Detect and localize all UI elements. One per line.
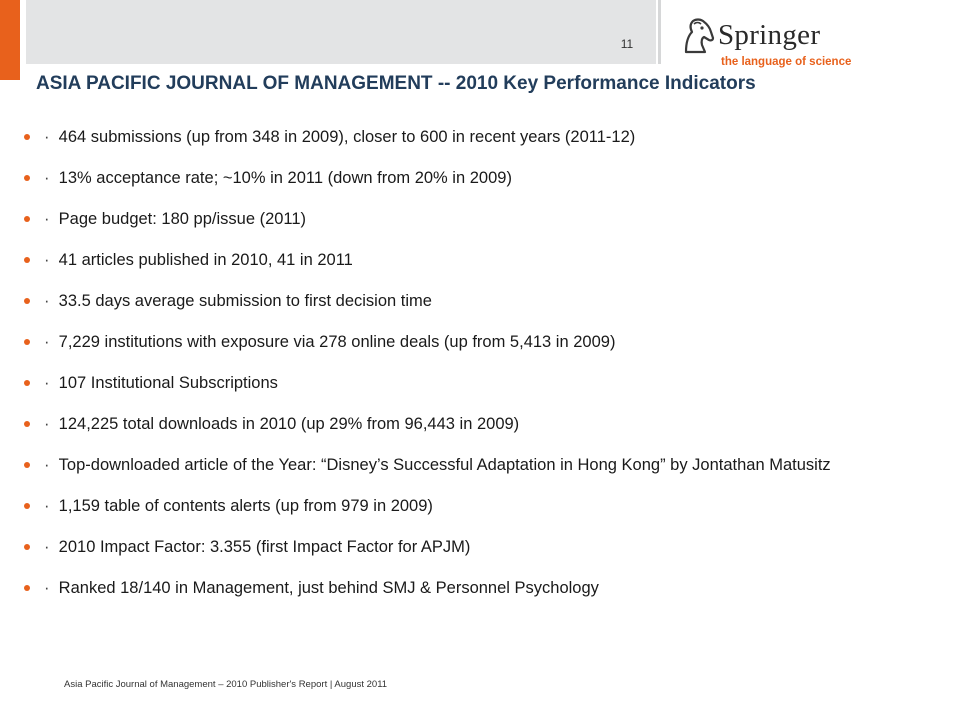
bullet-dot [24, 339, 30, 345]
logo-wordmark: Springer [718, 19, 821, 51]
slide-title: ASIA PACIFIC JOURNAL OF MANAGEMENT -- 2010 Key Performance Indicators [36, 73, 756, 94]
kpi-item: · 107 Institutional Subscriptions [24, 370, 924, 397]
bullet-dot [24, 175, 30, 181]
page-number: 11 [620, 37, 634, 51]
springer-logo [680, 14, 920, 74]
bullet-dot [24, 298, 30, 304]
bullet-dot [24, 380, 30, 386]
bullet-dot [24, 544, 30, 550]
bullet-dot [24, 585, 30, 591]
kpi-item: · Top-downloaded article of the Year: “Disney’s Successful Adaptation in Hong Kong” by Jontathan Matusitz [24, 452, 924, 479]
kpi-item: · 464 submissions (up from 348 in 2009), closer to 600 in recent years (2011-12) [24, 124, 924, 151]
kpi-item: · 13% acceptance rate; ~10% in 2011 (down from 20% in 2009) [24, 165, 924, 192]
kpi-item: · 33.5 days average submission to first decision time [24, 288, 924, 315]
bullet-dot [24, 257, 30, 263]
kpi-item: · 2010 Impact Factor: 3.355 (first Impact Factor for APJM) [24, 534, 924, 561]
kpi-item: · 41 articles published in 2010, 41 in 2011 [24, 247, 924, 274]
accent-bar [0, 0, 20, 80]
header-band [26, 0, 656, 64]
bullet-dot [24, 134, 30, 140]
horse-head-icon [680, 16, 716, 56]
bullet-dot [24, 462, 30, 468]
kpi-item: · Ranked 18/140 in Management, just behind SMJ & Personnel Psychology [24, 575, 924, 602]
kpi-item: · 124,225 total downloads in 2010 (up 29% from 96,443 in 2009) [24, 411, 924, 438]
footer-caption: Asia Pacific Journal of Management – 2010 Publisher's Report | August 2011 [64, 679, 388, 690]
bullet-dot [24, 216, 30, 222]
bullet-dot [24, 503, 30, 509]
bullet-dot [24, 421, 30, 427]
kpi-item: · Page budget: 180 pp/issue (2011) [24, 206, 924, 233]
logo-tagline: the language of science [721, 56, 852, 68]
kpi-item: · 7,229 institutions with exposure via 278 online deals (up from 5,413 in 2009) [24, 329, 924, 356]
header-divider [658, 0, 661, 64]
kpi-item: · 1,159 table of contents alerts (up from 979 in 2009) [24, 493, 924, 520]
kpi-list [24, 124, 924, 616]
